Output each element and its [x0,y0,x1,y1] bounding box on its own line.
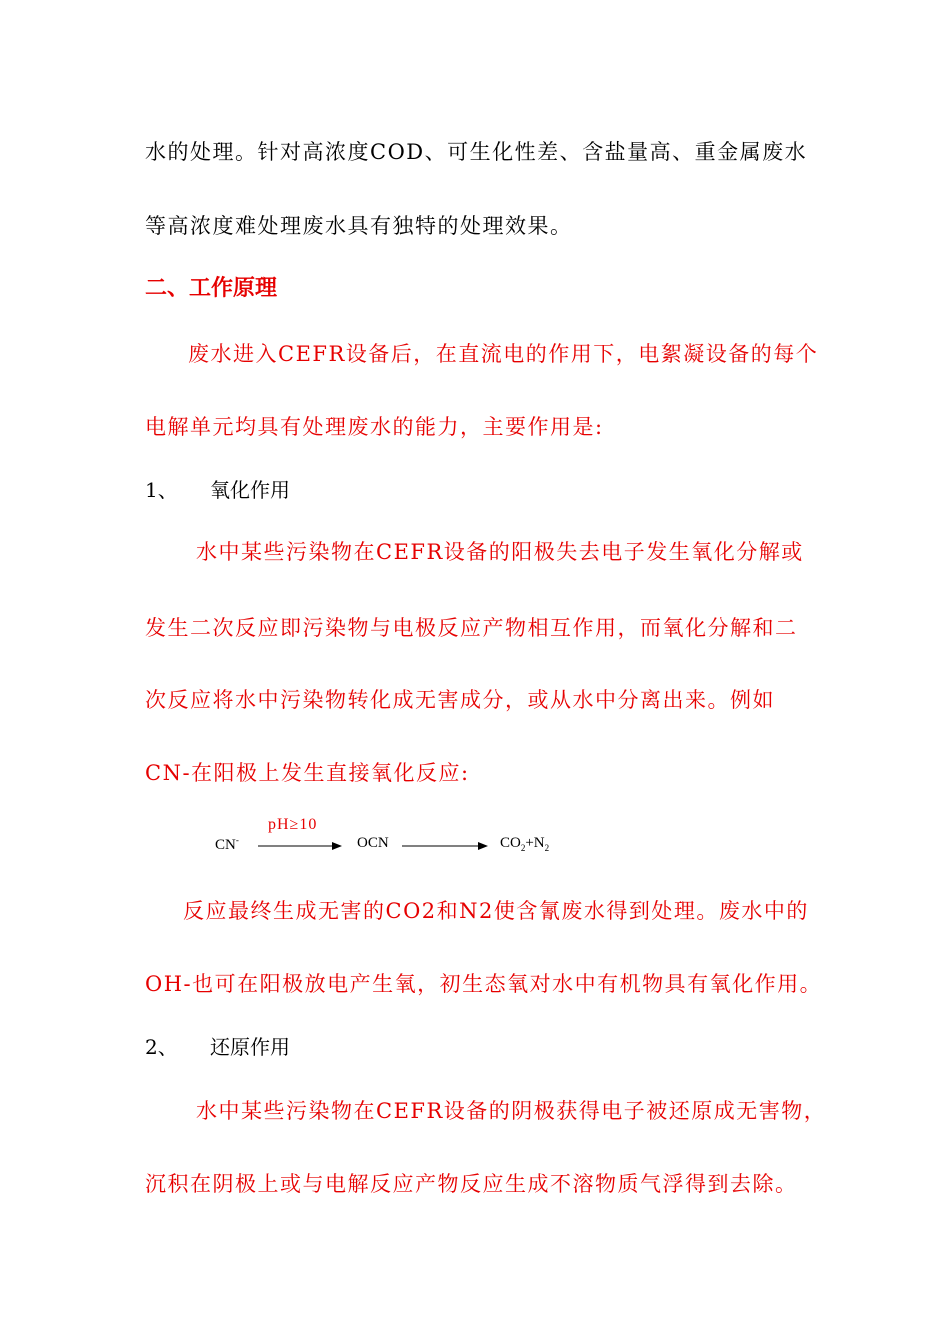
para3-line-1: 反应最终生成无害的CO2和N2使含氰废水得到处理。废水中的 [183,899,809,923]
para2-line-2: 发生二次反应即污染物与电极反应产物相互作用，而氧化分解和二 [145,616,798,640]
para1-line-1: 废水进入CEFR设备后，在直流电的作用下，电絮凝设备的每个 [188,342,819,366]
equation-reactant: CN- [215,835,239,853]
para2-line-1: 水中某些污染物在CEFR设备的阳极失去电子发生氧化分解或 [196,540,804,564]
item2-title: 还原作用 [210,1035,290,1059]
para4-line-2: 沉积在阴极上或与电解反应产物反应生成不溶物质气浮得到去除。 [145,1172,798,1196]
para1-line-2: 电解单元均具有处理废水的能力，主要作用是: [145,415,604,439]
intro-line-2: 等高浓度难处理废水具有独特的处理效果。 [145,214,573,238]
intro-line-1: 水的处理。针对高浓度COD、可生化性差、含盐量高、重金属废水 [145,140,808,164]
equation-product: $CO_2+N_2$ [500,835,550,853]
reaction-equation [0,810,950,860]
section-title: 二、工作原理 [145,276,278,301]
equation-condition: pH≥10 [268,816,318,833]
equation-intermediate: OCN [357,835,389,851]
item1-number: 1、 [145,478,178,502]
para4-line-1: 水中某些污染物在CEFR设备的阴极获得电子被还原成无害物， [196,1099,827,1123]
item1-title: 氧化作用 [210,478,290,502]
arrow-1-icon [258,840,342,852]
para2-line-3: 次反应将水中污染物转化成无害成分，或从水中分离出来。例如 [145,688,775,712]
arrow-2-icon [402,840,488,852]
para2-line-4: CN-在阳极上发生直接氧化反应: [145,761,470,785]
item1-heading [145,476,290,504]
item2-heading [145,1033,290,1061]
para3-line-2: OH-也可在阳极放电产生氧，初生态氧对水中有机物具有氧化作用。 [145,972,823,996]
item2-number: 2、 [145,1035,178,1059]
